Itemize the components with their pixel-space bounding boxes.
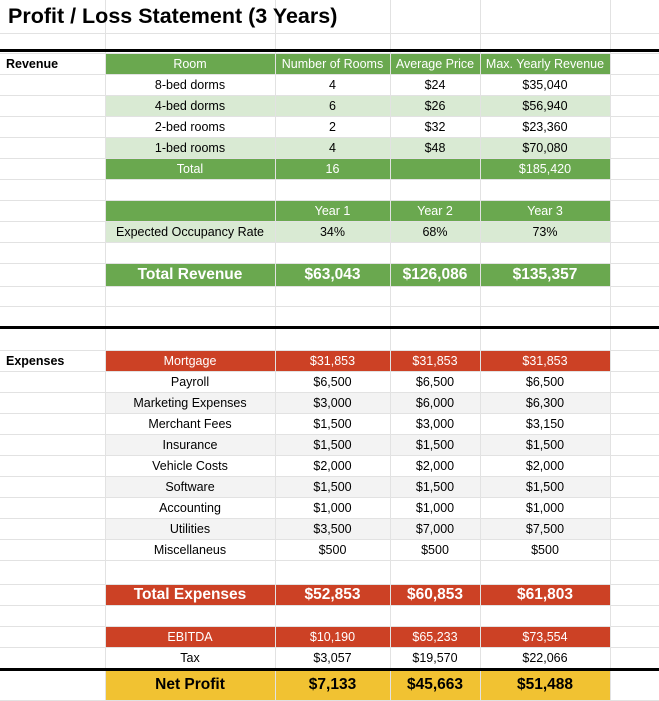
room-price-cell[interactable]: $48 xyxy=(424,140,446,155)
section-label-expenses[interactable]: Expenses xyxy=(6,353,65,368)
row-gridline xyxy=(0,306,659,307)
tax-value-cell[interactable]: $22,066 xyxy=(522,651,568,665)
row-gridline xyxy=(0,560,659,561)
expense-value-cell[interactable]: $3,150 xyxy=(525,416,565,431)
expense-label-cell[interactable]: Merchant Fees xyxy=(148,416,232,431)
expense-value-cell[interactable]: $1,000 xyxy=(525,500,565,515)
room-count-cell[interactable]: 4 xyxy=(329,77,336,92)
net-profit-value-cell[interactable]: $45,663 xyxy=(406,675,464,693)
occupancy-label[interactable]: Expected Occupancy Rate xyxy=(116,224,264,239)
tax-value-cell[interactable]: $19,570 xyxy=(412,651,458,665)
room-name-cell[interactable]: 1-bed rooms xyxy=(154,140,226,155)
expense-label-cell[interactable]: Miscellaneus xyxy=(153,542,227,557)
revenue-total-label[interactable]: Total xyxy=(176,161,204,176)
expense-value-cell[interactable]: $7,500 xyxy=(525,521,565,536)
expense-value-cell[interactable]: $31,853 xyxy=(309,353,356,368)
occupancy-value-cell[interactable]: 73% xyxy=(532,224,558,239)
expense-value-cell[interactable]: $1,000 xyxy=(415,500,455,515)
revenue-header-cell[interactable]: Number of Rooms xyxy=(281,56,384,71)
row-gridline xyxy=(0,179,659,180)
expense-label-cell[interactable]: Marketing Expenses xyxy=(133,395,247,410)
expense-value-cell[interactable]: $31,853 xyxy=(412,353,458,368)
expense-value-cell[interactable]: $500 xyxy=(421,542,449,557)
room-price-cell[interactable]: $32 xyxy=(424,119,446,134)
year-header-cell[interactable]: Year 1 xyxy=(314,203,351,218)
section-divider xyxy=(0,49,659,52)
room-max-revenue-cell[interactable]: $56,940 xyxy=(522,98,568,113)
expense-value-cell[interactable]: $1,500 xyxy=(313,437,352,452)
expense-value-cell[interactable]: $1,500 xyxy=(313,416,352,431)
room-name-cell[interactable]: 8-bed dorms xyxy=(154,77,226,92)
ebitda-label[interactable]: EBITDA xyxy=(167,629,213,644)
total-revenue-value-cell[interactable]: $135,357 xyxy=(512,265,578,283)
occupancy-value-cell[interactable]: 68% xyxy=(422,224,448,239)
net-profit-label[interactable]: Net Profit xyxy=(155,675,225,693)
room-price-cell[interactable]: $26 xyxy=(424,98,446,113)
expense-value-cell[interactable]: $6,500 xyxy=(415,374,455,389)
expense-label-cell[interactable]: Insurance xyxy=(162,437,218,452)
revenue-total-count[interactable]: 16 xyxy=(325,161,340,176)
expense-value-cell[interactable]: $3,000 xyxy=(415,416,455,431)
expense-value-cell[interactable]: $6,500 xyxy=(525,374,565,389)
expense-label-cell[interactable]: Software xyxy=(165,479,215,494)
room-price-cell[interactable]: $24 xyxy=(424,77,446,92)
revenue-total-max[interactable]: $185,420 xyxy=(518,161,572,176)
expense-label-cell[interactable]: Accounting xyxy=(159,500,221,515)
expense-value-cell[interactable]: $6,300 xyxy=(525,395,565,410)
total-expenses-value-cell[interactable]: $61,803 xyxy=(516,585,574,603)
revenue-header-cell[interactable]: Average Price xyxy=(395,56,475,71)
section-divider xyxy=(0,326,659,329)
expense-value-cell[interactable]: $3,000 xyxy=(313,395,352,410)
room-name-cell[interactable]: 2-bed rooms xyxy=(154,119,226,134)
year-header-cell[interactable]: Year 2 xyxy=(417,203,453,218)
expense-label-cell[interactable]: Mortgage xyxy=(163,353,217,368)
room-max-revenue-cell[interactable]: $35,040 xyxy=(522,77,568,92)
room-count-cell[interactable]: 4 xyxy=(329,140,336,155)
total-expenses-value-cell[interactable]: $52,853 xyxy=(304,585,361,603)
expense-label-cell[interactable]: Vehicle Costs xyxy=(152,458,228,473)
ebitda-value-cell[interactable]: $73,554 xyxy=(522,629,568,644)
room-name-cell[interactable]: 4-bed dorms xyxy=(154,98,226,113)
ebitda-value-cell[interactable]: $10,190 xyxy=(309,629,356,644)
expense-value-cell[interactable]: $31,853 xyxy=(522,353,568,368)
row-gridline xyxy=(0,33,659,34)
year-header-cell[interactable]: Year 3 xyxy=(527,203,563,218)
total-revenue-value-cell[interactable]: $63,043 xyxy=(304,265,361,283)
total-expenses-label[interactable]: Total Expenses xyxy=(133,585,247,603)
expense-value-cell[interactable]: $3,500 xyxy=(313,521,352,536)
expense-label-cell[interactable]: Utilities xyxy=(169,521,211,536)
total-revenue-label[interactable]: Total Revenue xyxy=(137,265,243,283)
expense-value-cell[interactable]: $1,500 xyxy=(525,437,565,452)
ebitda-value-cell[interactable]: $65,233 xyxy=(412,629,458,644)
total-expenses-value-cell[interactable]: $60,853 xyxy=(406,585,464,603)
row-gridline xyxy=(0,605,659,606)
page-title: Profit / Loss Statement (3 Years) xyxy=(8,4,338,28)
net-profit-value-cell[interactable]: $51,488 xyxy=(516,675,574,693)
room-count-cell[interactable]: 2 xyxy=(329,119,336,134)
expense-value-cell[interactable]: $1,500 xyxy=(313,479,352,494)
room-max-revenue-cell[interactable]: $23,360 xyxy=(522,119,568,134)
expense-value-cell[interactable]: $2,000 xyxy=(313,458,352,473)
row-gridline xyxy=(0,242,659,243)
expense-label-cell[interactable]: Payroll xyxy=(170,374,210,389)
net-profit-value-cell[interactable]: $7,133 xyxy=(308,675,357,693)
expense-value-cell[interactable]: $1,500 xyxy=(415,437,455,452)
total-revenue-value-cell[interactable]: $126,086 xyxy=(402,265,468,283)
expense-value-cell[interactable]: $1,500 xyxy=(525,479,565,494)
occupancy-value-cell[interactable]: 34% xyxy=(319,224,346,239)
expense-value-cell[interactable]: $500 xyxy=(531,542,559,557)
section-label-revenue[interactable]: Revenue xyxy=(6,56,59,71)
revenue-header-cell[interactable]: Max. Yearly Revenue xyxy=(485,56,605,71)
expense-value-cell[interactable]: $500 xyxy=(318,542,347,557)
expense-value-cell[interactable]: $1,000 xyxy=(313,500,352,515)
expense-value-cell[interactable]: $7,000 xyxy=(415,521,455,536)
expense-value-cell[interactable]: $2,000 xyxy=(415,458,455,473)
tax-label[interactable]: Tax xyxy=(180,651,200,665)
expense-value-cell[interactable]: $2,000 xyxy=(525,458,565,473)
expense-value-cell[interactable]: $6,000 xyxy=(415,395,455,410)
revenue-header-cell[interactable]: Room xyxy=(173,56,207,71)
room-max-revenue-cell[interactable]: $70,080 xyxy=(522,140,568,155)
expense-value-cell[interactable]: $1,500 xyxy=(415,479,455,494)
row-gridline xyxy=(0,286,659,287)
expense-value-cell[interactable]: $6,500 xyxy=(313,374,352,389)
tax-value-cell[interactable]: $3,057 xyxy=(313,651,352,665)
room-count-cell[interactable]: 6 xyxy=(329,98,336,113)
